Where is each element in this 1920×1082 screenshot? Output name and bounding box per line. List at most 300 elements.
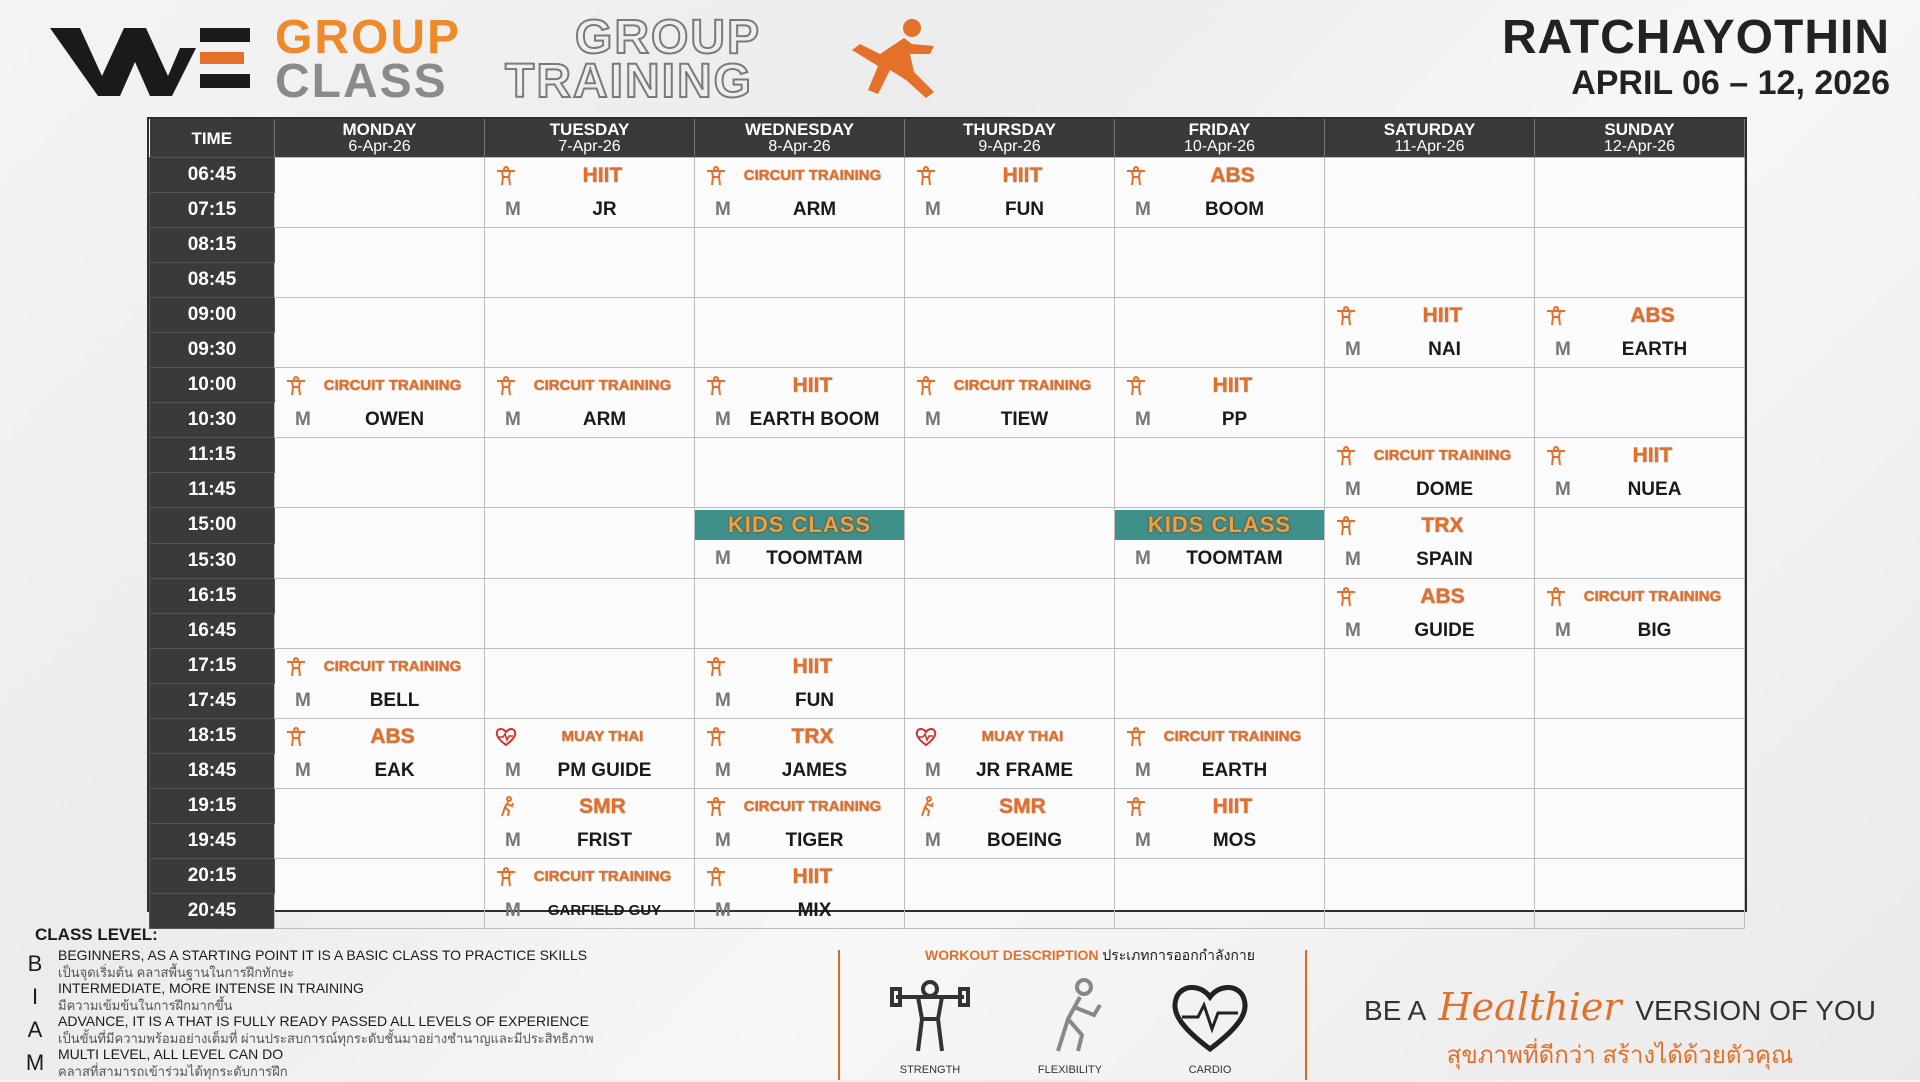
day-date: 8-Apr-26 [768,138,831,155]
class-level: M [1135,829,1151,851]
strength-icon [705,726,727,748]
strength-icon [285,375,307,397]
class-name: HIIT [1422,303,1463,327]
brand-line1b: GROUP [575,11,762,64]
schedule-row [150,859,1745,894]
schedule-row [150,579,1745,614]
strength-icon [1545,305,1567,327]
empty-cell [275,158,485,228]
empty-cell [275,508,485,579]
class-level: M [1555,478,1571,500]
schedule-row [150,298,1745,333]
coach-name: JAMES [781,759,848,781]
legend-item [20,1011,800,1044]
class-level: M [1135,548,1151,569]
empty-cell [1115,859,1325,929]
empty-cell [275,228,485,298]
class-cell [1115,719,1325,789]
coach-name: NUEA [1627,478,1682,500]
class-name: HIIT [792,373,833,397]
day-name: TUESDAY [549,120,630,139]
coach-name: TOOMTAM [1186,548,1283,569]
level-letter: M [25,1050,45,1075]
coach-name: SPAIN [1416,549,1473,570]
empty-cell [1535,158,1745,228]
class-level: M [1345,478,1361,500]
class-level: M [505,829,521,851]
class-level: M [925,198,941,220]
level-desc-en: MULTI LEVEL, ALL LEVEL CAN DO [58,1046,284,1062]
coach-name: OWEN [364,408,425,430]
strength-icon [1335,586,1357,608]
empty-cell [275,298,485,368]
class-level: M [715,408,731,430]
strength-icon [705,375,727,397]
class-level: M [715,759,731,781]
level-letter: I [31,984,39,1009]
cardio-icon [1168,975,1252,1059]
schedule-row [150,649,1745,684]
workout-title [870,945,1310,967]
class-level: M [505,759,521,781]
class-cell [275,649,485,719]
coach-name: JR [592,198,617,220]
empty-cell [1325,158,1535,228]
empty-cell [485,579,695,649]
cardio-icon [495,726,517,748]
class-cell [485,859,695,929]
class-cell [905,789,1115,859]
coach-name: DOME [1416,478,1473,500]
cardio-icon [915,726,937,748]
strength-icon [1125,726,1147,748]
class-level: M [715,829,731,851]
empty-cell [905,438,1115,508]
empty-cell [485,508,695,579]
brand-line2b: TRAINING [505,55,753,108]
day-header [695,119,905,158]
class-cell [695,368,905,438]
strength-icon [705,165,727,187]
strength-icon [915,165,937,187]
day-name: SUNDAY [1604,120,1675,139]
class-level: M [295,689,311,711]
class-name: CIRCUIT TRAINING [743,798,882,815]
class-name: CIRCUIT TRAINING [953,377,1092,394]
legend-item [20,1044,800,1077]
coach-name: ARM [582,408,627,430]
level-letter: B [27,951,43,976]
empty-cell [905,508,1115,579]
flexibility-icon [1028,975,1112,1059]
class-level: M [505,899,521,921]
kids-class-label: KIDS CLASS [727,512,872,537]
empty-cell [275,859,485,929]
runner-icon [830,14,940,100]
level-letter: A [27,1017,43,1042]
empty-cell [905,859,1115,929]
empty-cell [1325,859,1535,929]
class-name: HIIT [1212,373,1253,397]
class-level-legend [20,925,800,1077]
class-cell [1325,298,1535,368]
level-desc-th: มีความเข้มข้นในการฝึกมากขึ้น [58,998,233,1013]
class-level: M [505,408,521,430]
coach-name: GUIDE [1414,619,1475,641]
coach-name: BOEING [987,829,1062,851]
empty-cell [1115,298,1325,368]
time-header: TIME [150,119,275,158]
time-slot: 11:45 [150,473,275,508]
class-cell [695,719,905,789]
strength-icon [285,656,307,678]
class-name: HIIT [792,864,833,888]
time-slot: 08:45 [150,263,275,298]
class-name: ABS [1210,163,1255,187]
coach-name: JR FRAME [975,759,1074,781]
class-name: HIIT [1212,794,1253,818]
week-dates: APRIL 06 – 12, 2026 [1571,64,1890,102]
class-name: TRX [1421,514,1464,537]
cardio-label: CARDIO [1188,1064,1232,1076]
we-logo [50,18,250,96]
class-cell [1325,579,1535,649]
empty-cell [485,228,695,298]
class-level: M [715,548,731,569]
kids-class-label: KIDS CLASS [1147,512,1292,537]
kids-class-banner [695,510,904,540]
strength-icon [888,975,972,1059]
coach-name: PM GUIDE [557,759,652,781]
class-cell [1115,368,1325,438]
day-name: THURSDAY [963,120,1056,139]
class-level: M [715,899,731,921]
class-level: M [1135,759,1151,781]
coach-name: GARFIELD GUY [547,902,662,919]
time-slot: 19:15 [150,789,275,824]
class-cell [695,508,905,579]
class-name: CIRCUIT TRAINING [323,377,462,394]
empty-cell [695,228,905,298]
strength-icon [1335,305,1357,327]
day-header [485,119,695,158]
empty-cell [1535,508,1745,579]
strength-icon [705,656,727,678]
day-date: 6-Apr-26 [348,138,411,155]
class-name: MUAY THAI [561,728,644,745]
schedule-row [150,438,1745,473]
class-cell [485,719,695,789]
empty-cell [1325,228,1535,298]
empty-cell [905,579,1115,649]
empty-cell [1115,438,1325,508]
class-level: M [925,759,941,781]
class-name: HIIT [1002,163,1043,187]
class-name: ABS [1630,303,1675,327]
day-date: 10-Apr-26 [1183,138,1256,155]
class-name: CIRCUIT TRAINING [1373,447,1512,464]
coach-name: TIEW [1000,408,1049,430]
class-name: MUAY THAI [981,728,1064,745]
slogan [1350,985,1890,1074]
empty-cell [1115,649,1325,719]
class-level: M [505,198,521,220]
workout-title-en: WORKOUT DESCRIPTION [925,947,1099,963]
day-header [1325,119,1535,158]
class-cell [905,719,1115,789]
legend-item [20,945,800,978]
day-date: 9-Apr-26 [978,138,1041,155]
strength-icon [495,866,517,888]
class-name: HIIT [582,163,623,187]
workout-title-th: ประเภทการออกกำลังกาย [1102,947,1255,963]
schedule-row [150,719,1745,754]
day-header [1535,119,1745,158]
class-level: M [925,829,941,851]
divider-left [838,950,840,1080]
class-cell [1535,438,1745,508]
cardio-legend [1165,975,1255,1076]
class-cell [695,649,905,719]
class-cell [695,158,905,228]
empty-cell [905,228,1115,298]
schedule-table [147,117,1747,921]
schedule-row [150,368,1745,403]
coach-name: TIGER [785,829,844,851]
class-cell [905,158,1115,228]
class-cell [485,158,695,228]
level-desc-th: เป็นจุดเริ่มต้น คลาสพื้นฐานในการฝึกทักษะ [58,965,295,980]
class-cell [695,859,905,929]
day-name: WEDNESDAY [745,120,854,139]
empty-cell [1115,579,1325,649]
class-cell [905,368,1115,438]
empty-cell [1535,859,1745,929]
strength-icon [1545,586,1567,608]
empty-cell [1325,789,1535,859]
brand-line2a: CLASS [275,55,448,108]
class-name: ABS [370,724,415,748]
class-name: CIRCUIT TRAINING [533,377,672,394]
day-name: SATURDAY [1383,120,1476,139]
coach-name: ARM [792,198,837,220]
level-desc-en: ADVANCE, IT IS A THAT IS FULLY READY PASSED ALL LEVELS OF EXPERIENCE [58,1013,589,1029]
strength-icon [705,866,727,888]
class-level: M [715,689,731,711]
slogan-th: สุขภาพที่ดีกว่า สร้างได้ด้วยตัวคุณ [1446,1042,1794,1069]
time-slot: 09:30 [150,333,275,368]
branch-header [1502,12,1890,102]
empty-cell [1115,228,1325,298]
empty-cell [485,649,695,719]
time-slot: 10:30 [150,403,275,438]
day-header [905,119,1115,158]
class-level: M [295,408,311,430]
slogan-pre: BE A [1364,995,1425,1026]
class-level: M [1345,619,1361,641]
brand-line1a: GROUP [275,11,462,64]
empty-cell [1535,789,1745,859]
strength-icon [1125,796,1147,818]
class-cell [1325,438,1535,508]
schedule-row [150,228,1745,263]
class-name: CIRCUIT TRAINING [1163,728,1302,745]
coach-name: BIG [1637,619,1672,641]
coach-name: TOOMTAM [766,548,863,569]
strength-icon [915,375,937,397]
class-name: CIRCUIT TRAINING [533,868,672,885]
coach-name: EARTH [1201,759,1268,781]
coach-name: MOS [1212,829,1257,851]
branch-name: RATCHAYOTHIN [1501,11,1890,64]
empty-cell [695,298,905,368]
class-name: ABS [1420,584,1465,608]
class-name: CIRCUIT TRAINING [323,658,462,675]
kids-class-banner [1115,510,1324,540]
class-level: M [1135,408,1151,430]
time-slot: 17:45 [150,684,275,719]
strength-legend [885,975,975,1076]
strength-icon [495,375,517,397]
class-cell [275,719,485,789]
time-slot: 18:15 [150,719,275,754]
day-date: 7-Apr-26 [558,138,621,155]
time-slot: 20:45 [150,894,275,929]
legend-title: CLASS LEVEL: [35,925,158,944]
class-cell [1115,508,1325,579]
empty-cell [485,438,695,508]
time-slot: 16:45 [150,614,275,649]
flexibility-legend [1025,975,1115,1076]
time-slot: 18:45 [150,754,275,789]
class-name: CIRCUIT TRAINING [1583,588,1722,605]
coach-name: MIX [797,899,832,921]
strength-icon [1125,165,1147,187]
class-name: CIRCUIT TRAINING [743,167,882,184]
day-date: 12-Apr-26 [1603,138,1676,155]
coach-name: FRIST [577,829,632,851]
day-date: 11-Apr-26 [1394,138,1465,155]
schedule-row [150,508,1745,544]
day-name: FRIDAY [1188,120,1251,139]
empty-cell [485,298,695,368]
empty-cell [905,298,1115,368]
level-desc-th: คลาสที่สามารถเข้าร่วมได้ทุกระดับการฝึก [58,1064,288,1079]
strength-icon [1545,445,1567,467]
class-level: M [1345,549,1361,570]
time-slot: 20:15 [150,859,275,894]
empty-cell [695,579,905,649]
schedule-row [150,789,1745,824]
flexibility-icon [495,796,517,818]
empty-cell [1325,649,1535,719]
strength-label: STRENGTH [899,1064,961,1076]
empty-cell [1535,719,1745,789]
time-slot: 15:30 [150,543,275,579]
class-cell [695,789,905,859]
schedule-body [150,158,1745,929]
empty-cell [905,649,1115,719]
strength-icon [1335,515,1357,537]
coach-name: FUN [1004,198,1045,220]
class-name: HIIT [792,654,833,678]
coach-name: PP [1221,408,1248,430]
coach-name: EARTH [1621,338,1688,360]
class-cell [1325,508,1535,579]
slogan-highlight: Healthier [1438,985,1622,1029]
class-level: M [1345,338,1361,360]
time-slot: 19:45 [150,824,275,859]
time-slot: 09:00 [150,298,275,333]
coach-name: EAK [374,759,415,781]
class-cell [1115,789,1325,859]
class-level: M [1135,198,1151,220]
slogan-en [1350,985,1890,1029]
strength-icon [285,726,307,748]
class-level: M [1555,619,1571,641]
time-slot: 11:15 [150,438,275,473]
class-level: M [925,408,941,430]
level-desc-en: INTERMEDIATE, MORE INTENSE IN TRAINING [58,980,364,996]
coach-name: FUN [794,689,835,711]
empty-cell [1535,228,1745,298]
time-slot: 08:15 [150,228,275,263]
class-name: SMR [999,794,1046,818]
time-slot: 17:15 [150,649,275,684]
day-header [1115,119,1325,158]
time-slot: 16:15 [150,579,275,614]
strength-icon [495,165,517,187]
class-level: M [1555,338,1571,360]
class-cell [1535,298,1745,368]
level-desc-en: BEGINNERS, AS A STARTING POINT IT IS A BASIC CLASS TO PRACTICE SKILLS [58,947,588,963]
class-cell [1535,579,1745,649]
time-slot: 06:45 [150,158,275,193]
workout-description [870,945,1310,1080]
strength-icon [1335,445,1357,467]
class-cell [485,368,695,438]
time-slot: 15:00 [150,508,275,544]
empty-cell [695,438,905,508]
class-cell [275,368,485,438]
coach-name: BELL [369,689,420,711]
class-level: M [295,759,311,781]
day-name: MONDAY [342,120,417,139]
class-name: HIIT [1632,443,1673,467]
coach-name: BOOM [1204,198,1265,220]
class-name: TRX [791,724,834,748]
schedule-header-row [150,119,1745,158]
time-slot: 07:15 [150,193,275,228]
schedule-row [150,158,1745,193]
empty-cell [1535,649,1745,719]
coach-name: EARTH BOOM [749,408,880,430]
class-level: M [715,198,731,220]
empty-cell [1535,368,1745,438]
empty-cell [1325,719,1535,789]
strength-icon [705,796,727,818]
empty-cell [275,789,485,859]
class-name: SMR [579,794,626,818]
time-slot: 10:00 [150,368,275,403]
slogan-post: VERSION OF YOU [1635,995,1876,1026]
empty-cell [275,438,485,508]
flexibility-label: FLEXIBILITY [1037,1064,1103,1076]
empty-cell [1325,368,1535,438]
class-cell [485,789,695,859]
level-desc-th: เป็นขั้นที่มีความพร้อมอย่างเต็มที่ ผ่านประสบการณ์ทุกระดับชั้นมาอย่างชำนาญและมีประสิทธิภาพ [58,1031,594,1046]
empty-cell [275,579,485,649]
